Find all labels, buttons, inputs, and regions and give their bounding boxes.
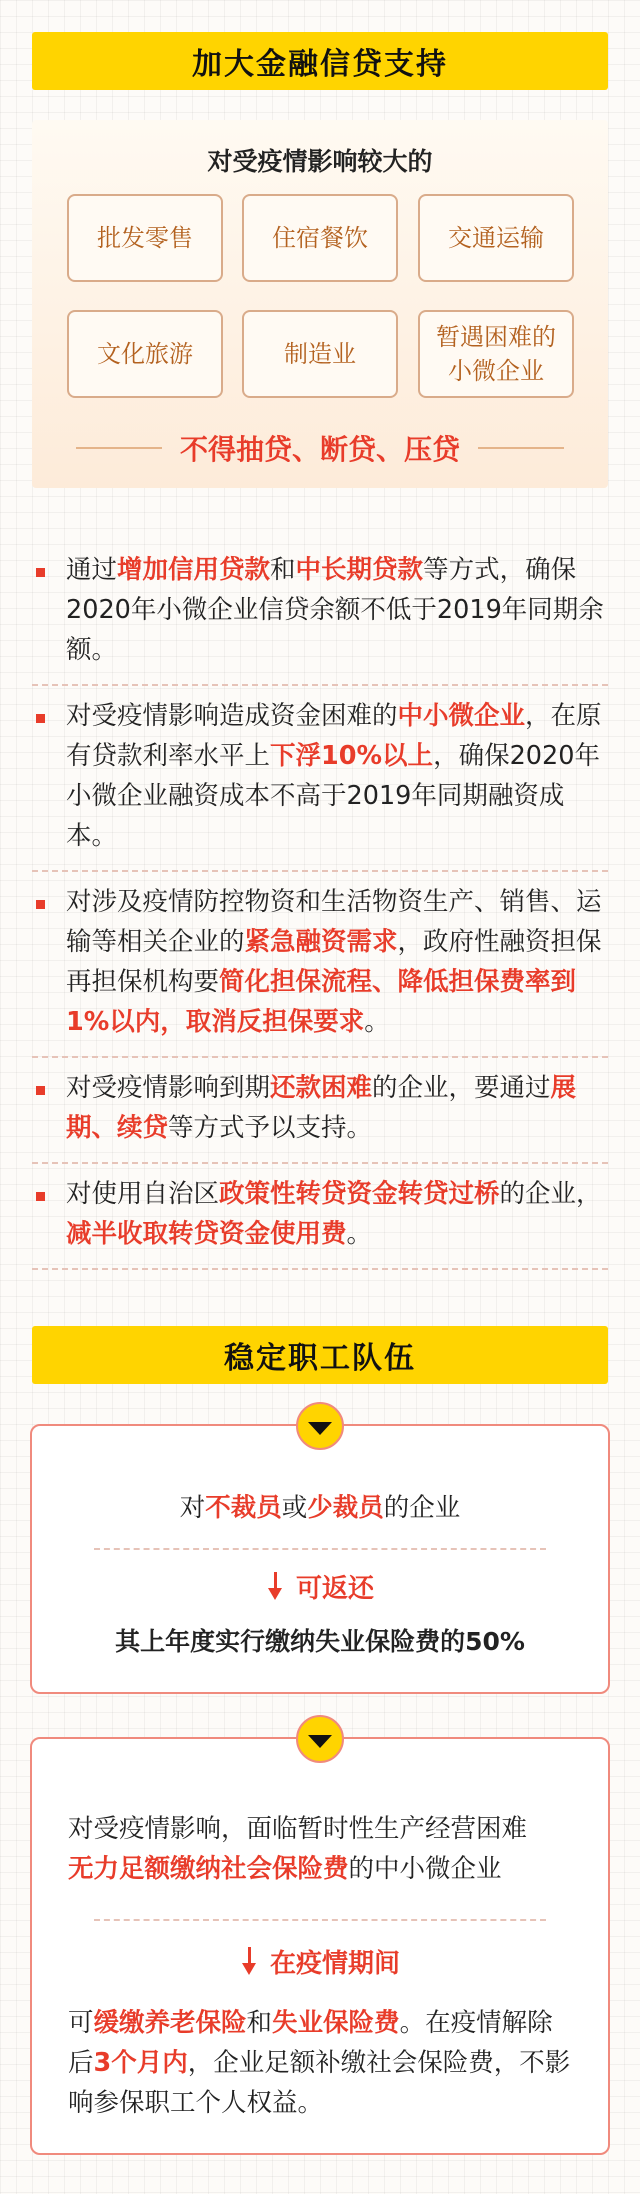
bullet-icon bbox=[36, 1086, 45, 1095]
deferral-result bbox=[68, 2003, 578, 2123]
bullet-icon bbox=[36, 568, 45, 577]
industry-tag: 文化旅游 bbox=[67, 310, 223, 398]
bullet-icon bbox=[36, 900, 45, 909]
highlight-text: 失业保险费 bbox=[272, 2008, 400, 2038]
policy-item bbox=[32, 872, 608, 1058]
industries-panel bbox=[32, 120, 608, 488]
highlight-text: 3个月内 bbox=[93, 2048, 188, 2078]
text-segment: 对使用自治区 bbox=[66, 1179, 220, 1209]
industry-tag: 暂遇困难的 小微企业 bbox=[418, 310, 574, 398]
text-segment: 等方式，确保2020年小微企业信贷余额不低于2019年同期余额。 bbox=[66, 555, 604, 665]
highlight-text: 少裁员 bbox=[307, 1493, 384, 1523]
no-lending-cut-banner bbox=[32, 428, 608, 468]
text-segment: 和 bbox=[270, 555, 296, 585]
text-segment: 通过 bbox=[66, 555, 118, 585]
text-segment: ，政府性融资担保再担保机构要 bbox=[66, 927, 602, 997]
highlight-text: 不裁员 bbox=[205, 1493, 282, 1523]
highlight-text: 缓缴养老保险 bbox=[93, 2008, 247, 2038]
divider bbox=[76, 447, 162, 449]
refund-arrow-row bbox=[32, 1568, 608, 1605]
bullet-icon bbox=[36, 1192, 45, 1201]
section-title-credit: 加大金融信贷支持 bbox=[32, 32, 608, 90]
highlight-text: 紧急融资需求 bbox=[244, 927, 398, 957]
arrow-down-icon bbox=[266, 1572, 286, 1602]
deferral-label: 在疫情期间 bbox=[269, 1949, 400, 1979]
industry-tag: 制造业 bbox=[242, 310, 398, 398]
highlight-text: 中长期贷款 bbox=[295, 555, 424, 585]
text-segment: 。 bbox=[346, 1219, 373, 1249]
industry-tag: 住宿餐饮 bbox=[242, 194, 398, 282]
chevron-down-icon bbox=[296, 1402, 344, 1450]
highlight-text: 无力足额缴纳社会保险费 bbox=[68, 1854, 349, 1884]
deferral-condition: 对受疫情影响，面临暂时性生产经营困难 无力足额缴纳社会保险费的中小微企业 bbox=[68, 1814, 528, 1884]
panel-title: 对受疫情影响较大的 bbox=[207, 147, 433, 176]
text-segment: 或 bbox=[281, 1493, 308, 1523]
chevron-down-icon bbox=[296, 1715, 344, 1763]
social-insurance-deferral-box bbox=[30, 1737, 610, 2155]
policy-item bbox=[32, 1058, 608, 1164]
text-segment: 的企业 bbox=[383, 1493, 461, 1523]
industry-tag: 交通运输 bbox=[418, 194, 574, 282]
highlight-text: 政策性转贷资金转贷过桥 bbox=[219, 1179, 500, 1209]
highlight-text: 增加信用贷款 bbox=[117, 555, 271, 585]
highlight-text: 下浮10%以上 bbox=[270, 741, 434, 771]
refund-condition bbox=[32, 1488, 608, 1528]
text-segment: 。 bbox=[364, 1007, 390, 1037]
credit-policy-list bbox=[32, 540, 608, 1270]
text-segment: 的企业， bbox=[499, 1179, 602, 1209]
text-segment: 对受疫情影响到期 bbox=[66, 1073, 271, 1103]
text-segment: 的中小微企业 bbox=[348, 1854, 502, 1884]
divider bbox=[94, 1548, 546, 1550]
policy-item bbox=[32, 686, 608, 872]
text-segment: 等方式予以支持。 bbox=[168, 1113, 373, 1143]
text-segment: 和 bbox=[246, 2008, 273, 2038]
highlight-text: 减半收取转贷资金使用费 bbox=[66, 1219, 347, 1249]
bullet-icon bbox=[36, 714, 45, 723]
divider bbox=[94, 1919, 546, 1921]
highlight-text: 展期、续贷 bbox=[66, 1073, 577, 1143]
refund-label: 可返还 bbox=[295, 1574, 374, 1604]
text-segment: 。在疫情解除后 bbox=[68, 2008, 553, 2078]
deferral-arrow-row bbox=[32, 1943, 608, 1980]
text-segment: 对涉及疫情防控物资和生活物资生产、销售、运输等相关企业的 bbox=[66, 887, 602, 957]
text-segment: 对 bbox=[179, 1493, 206, 1523]
policy-item bbox=[32, 1164, 608, 1270]
text-segment: 的企业，要通过 bbox=[372, 1073, 551, 1103]
divider bbox=[478, 447, 564, 449]
no-lending-cut-text: 不得抽贷、断贷、压贷 bbox=[179, 433, 460, 466]
text-segment: 对受疫情影响造成资金困难的 bbox=[66, 701, 398, 731]
text-segment: ，在原有贷款利率水平上 bbox=[66, 701, 602, 771]
industry-tag: 批发零售 bbox=[67, 194, 223, 282]
highlight-text: 还款困难 bbox=[270, 1073, 373, 1103]
arrow-down-icon bbox=[240, 1947, 260, 1977]
text-segment: ，企业足额补缴社会保险费，不影响参保职工个人权益。 bbox=[68, 2048, 571, 2118]
text-segment: 可 bbox=[68, 2008, 94, 2038]
refund-result: 其上年度实行缴纳失业保险费的50% bbox=[115, 1627, 525, 1656]
layoff-refund-box bbox=[30, 1424, 610, 1694]
section-title-workforce: 稳定职工队伍 bbox=[32, 1326, 608, 1384]
highlight-text: 中小微企业 bbox=[397, 701, 526, 731]
text-segment: ，确保2020年小微企业融资成本不高于2019年同期融资成本。 bbox=[66, 741, 600, 851]
policy-item bbox=[32, 540, 608, 686]
highlight-text: 简化担保流程、降低担保费率到1%以内，取消反担保要求 bbox=[66, 967, 577, 1037]
